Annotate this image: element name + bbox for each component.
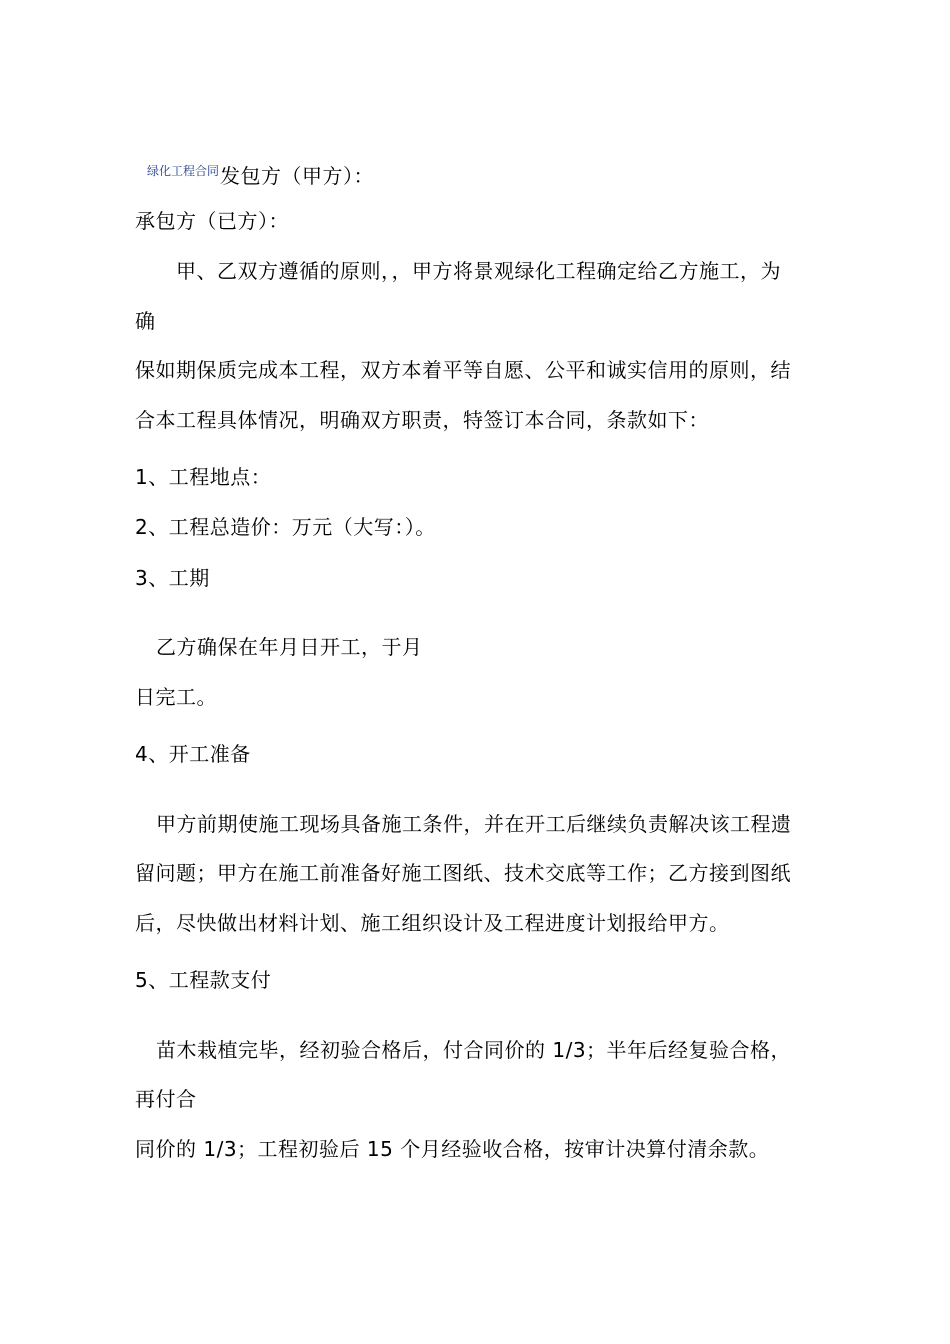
party-b-label: 承包方（已方）： bbox=[135, 209, 289, 233]
clause-heading: 4、开工准备 bbox=[135, 742, 251, 766]
clause-text-line: 甲方前期使施工现场具备施工条件，并在开工后继续负责解决该工程遗 bbox=[156, 812, 792, 836]
clause-text-line: 同价的 1/3；工程初验后 15 个月经验收合格，按审计决算付清余款。 bbox=[135, 1137, 770, 1161]
party-a-line bbox=[147, 158, 374, 189]
intro-line: 保如期保质完成本工程，双方本着平等自愿、公平和诚实信用的原则，结 bbox=[135, 358, 791, 382]
clause-text-line: 再付合 bbox=[135, 1087, 197, 1111]
clause-heading: 2、工程总造价：万元（大写：）。 bbox=[135, 515, 436, 539]
clause-text-line: 乙方确保在年月日开工，于月 bbox=[156, 635, 423, 659]
party-a-label: 发包方（甲方）： bbox=[220, 164, 375, 188]
intro-line: 甲、乙双方遵循的原则，，甲方将景观绿化工程确定给乙方施工，为 bbox=[176, 259, 781, 283]
clause-heading: 3、工期 bbox=[135, 566, 210, 590]
clause-text-line: 后，尽快做出材料计划、施工组织设计及工程进度计划报给甲方。 bbox=[135, 911, 730, 935]
clause-text-line: 苗木栽植完毕，经初验合格后，付合同价的 1/3；半年后经复验合格， bbox=[156, 1038, 792, 1062]
clause-heading: 1、工程地点： bbox=[135, 465, 272, 489]
clause-text-line: 日完工。 bbox=[135, 685, 217, 709]
clause-heading: 5、工程款支付 bbox=[135, 968, 272, 992]
intro-line: 确 bbox=[135, 309, 156, 333]
clause-text-line: 留问题；甲方在施工前准备好施工图纸、技术交底等工作；乙方接到图纸 bbox=[135, 861, 791, 885]
intro-line: 合本工程具体情况，明确双方职责，特签订本合同，条款如下： bbox=[135, 408, 709, 432]
header-tag: 绿化工程合同 bbox=[147, 164, 220, 178]
